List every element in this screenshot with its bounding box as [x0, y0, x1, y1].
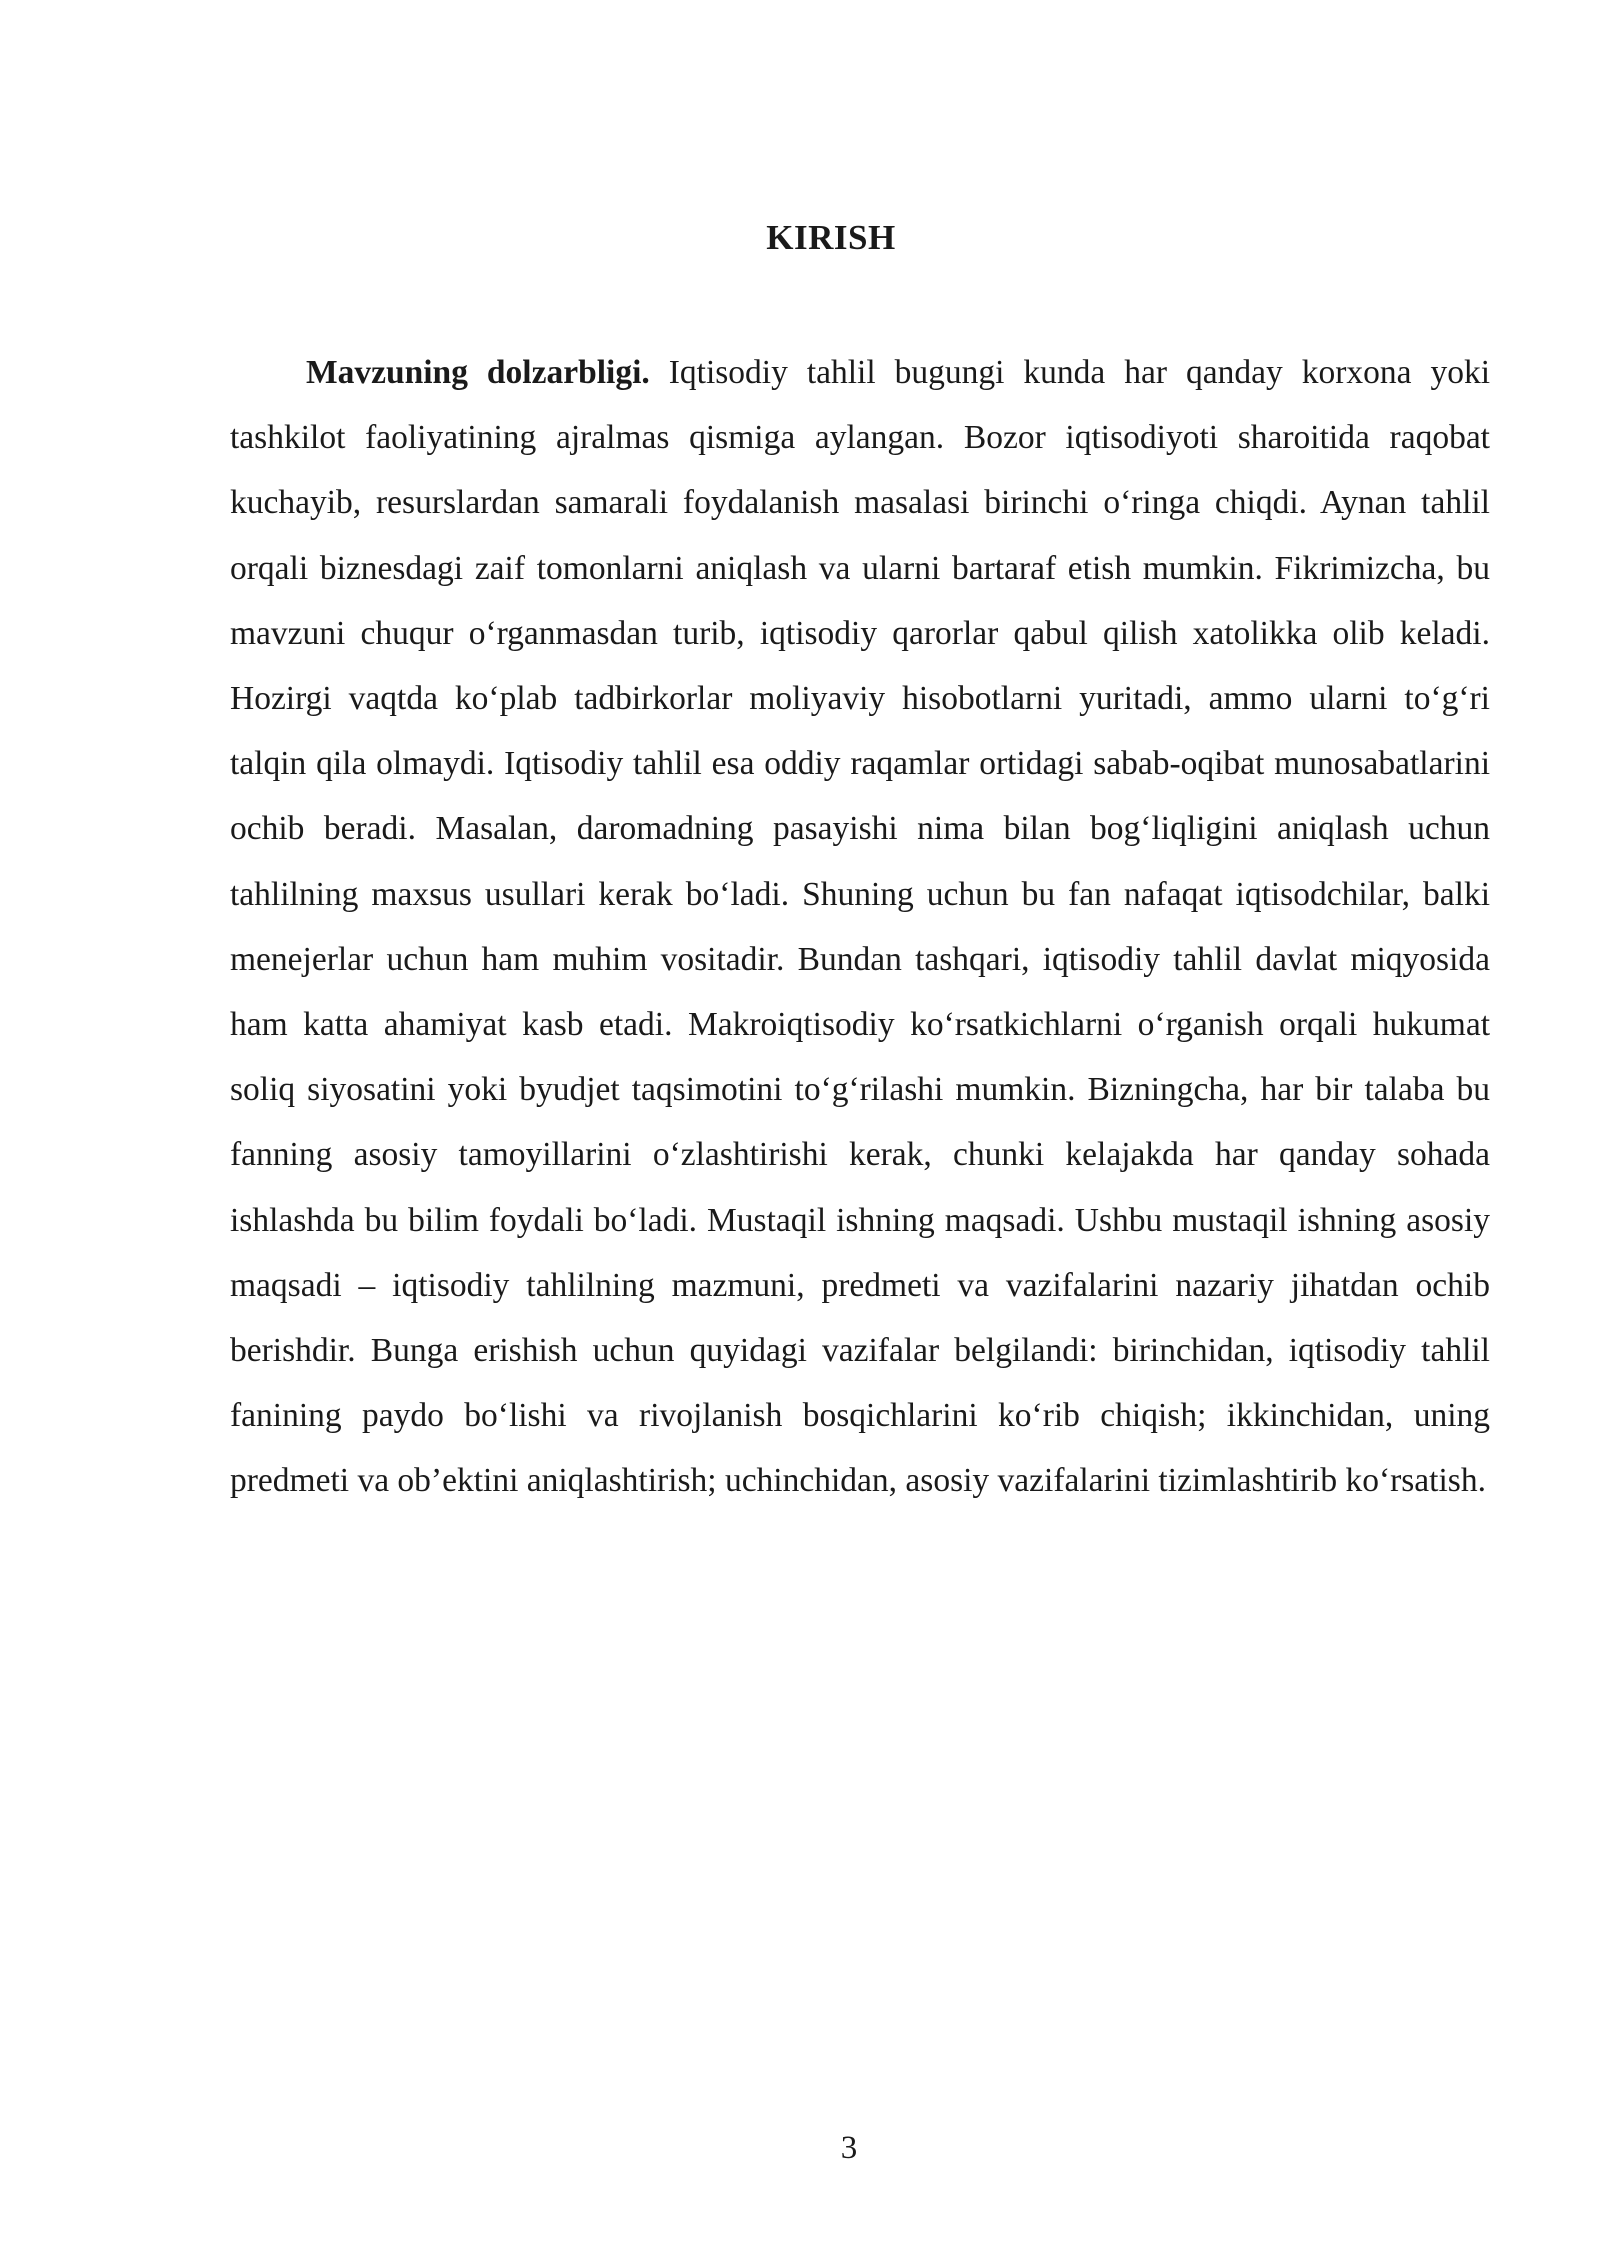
paragraph-lead: Mavzuning dolzarbligi. — [306, 354, 650, 391]
section-heading: KIRISH — [766, 218, 896, 257]
body-paragraph — [230, 340, 1490, 1514]
page-number: 3 — [840, 2130, 858, 2166]
paragraph-text: Iqtisodiy tahlil bugungi kunda har qanday korxona yoki tashkilot faoliyatining ajralmas qismiga aylangan. Bozor iqtisodiyoti sharoitida raqobat kuchayib, resurslardan samarali foydalanish masalasi birinchi o‘ringa chiqdi. Aynan tahlil orqali biznesdagi zaif tomonlarni aniqlash va ularni bartaraf etish mumkin. Fikrimizcha, bu mavzuni chuqur o‘rganmasdan turib, iqtisodiy qarorlar qabul qilish xatolikka olib keladi. Hozirgi vaqtda ko‘plab tadbirkorlar moliyaviy hisobotlarni yuritadi, ammo ularni to‘g‘ri talqin qila olmaydi. Iqtisodiy tahlil esa oddiy raqamlar ortidagi sabab-oqibat munosabatlarini ochib beradi. Masalan, daromadning pasayishi nima bilan bog‘liqligini aniqlash uchun tahlilning maxsus usullari kerak bo‘ladi. Shuning uchun bu fan nafaqat iqtisodchilar, balki menejerlar uchun ham muhim vositadir. Bundan tashqari, iqtisodiy tahlil davlat miqyosida ham katta ahamiyat kasb etadi. Makroiqtisodiy ko‘rsatkichlarni o‘rganish orqali hukumat soliq siyosatini yoki byudjet taqsimotini to‘g‘rilashi mumkin. Bizningcha, har bir talaba bu fanning asosiy tamoyillarini o‘zlashtirishi kerak, chunki kelajakda har qanday sohada ishlashda bu bilim foydali bo‘ladi. Mustaqil ishning maqsadi. Ushbu mustaqil ishning asosiy maqsadi – iqtisodiy tahlilning mazmuni, predmeti va vazifalarini nazariy jihatdan ochib berishdir. Bunga erishish uchun quyidagi vazifalar belgilandi: birinchidan, iqtisodiy tahlil fanining paydo bo‘lishi va rivojlanish bosqichlarini ko‘rib chiqish; ikkinchidan, uning predmeti va ob’ektini aniqlashtirish; uchinchidan, asosiy vazifalarini tizimlashtirib ko‘rsatish. — [230, 354, 1490, 1500]
